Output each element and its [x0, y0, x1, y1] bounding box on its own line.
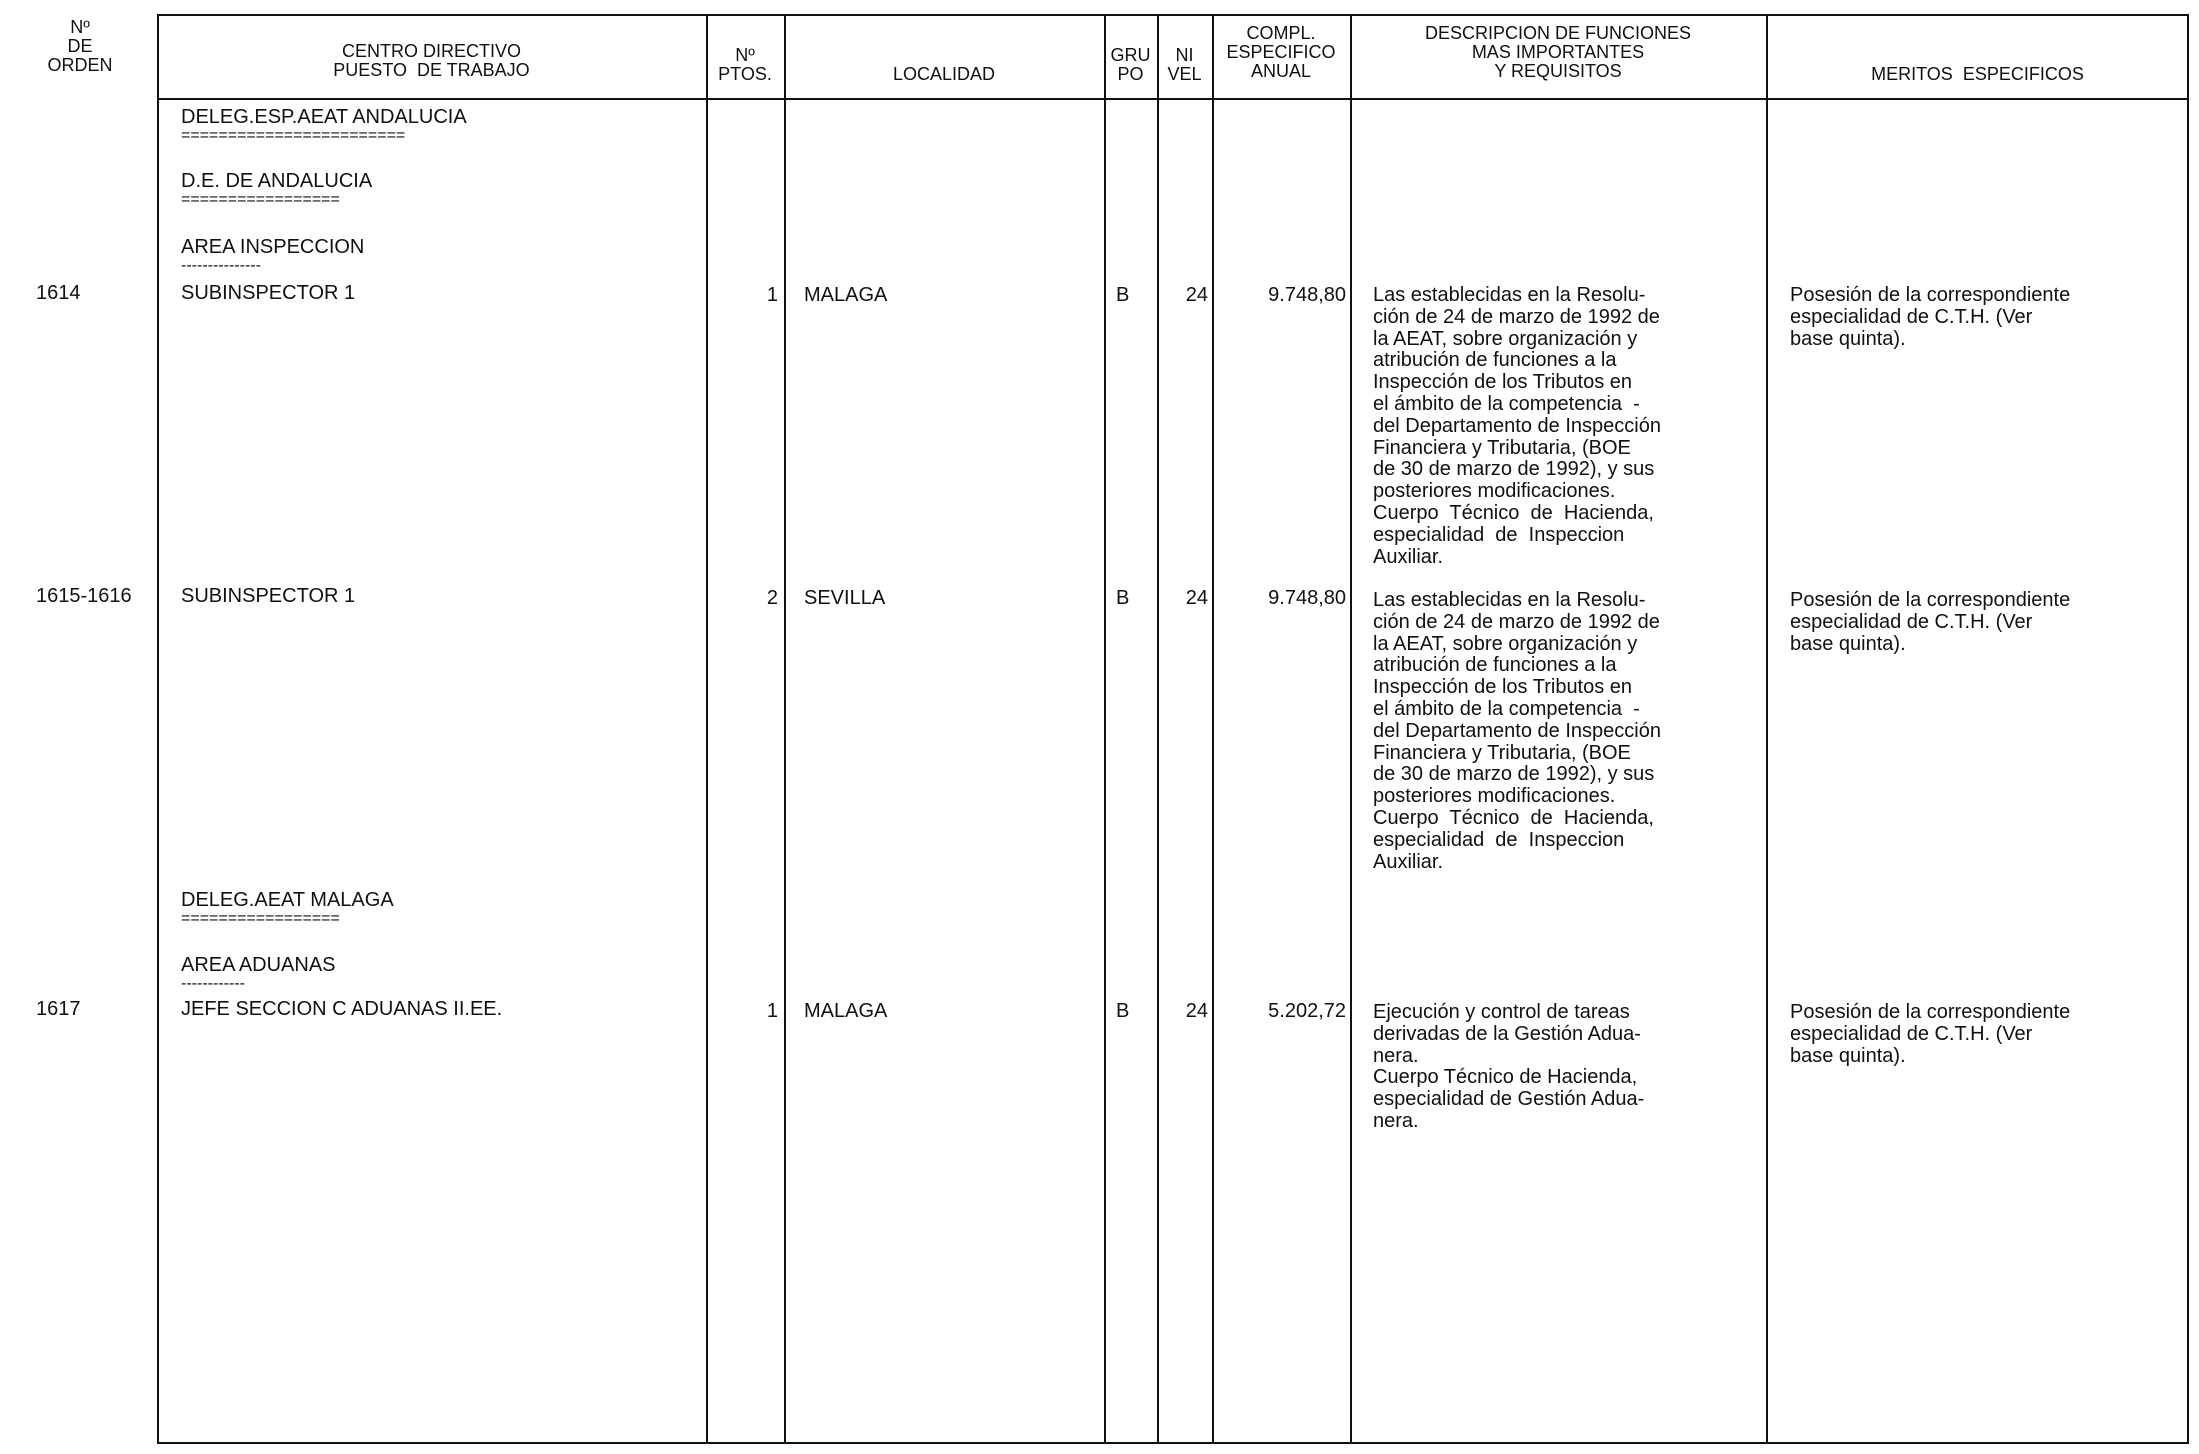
row-compl: 9.748,80 — [1268, 587, 1346, 609]
header-nivel: NI VEL — [1167, 45, 1202, 84]
row-ptos: 1 — [766, 284, 778, 306]
header-grupo: GRU PO — [1110, 45, 1151, 84]
row-descripcion: Las establecidas en la Resolu- ción de 24 de marzo de 1992 de la AEAT, sobre organización y atribución de funciones a la Inspección de los Tributos en el ámbito de la competencia - del Departamento de Inspección Financiera y Tributaria, (BOE de 30 de marzo de 1992), y sus posteriores modificaciones. Cuerpo Técnico de Hacienda, especialidad de Inspeccion Auxiliar. — [1373, 589, 1661, 873]
col-divider-compl — [1212, 14, 1214, 1444]
row-meritos: Posesión de la correspondiente especialidad de C.T.H. (Ver base quinta). — [1790, 1001, 2071, 1067]
section-underline: ================= — [181, 191, 340, 208]
row-meritos: Posesión de la correspondiente especialidad de C.T.H. (Ver base quinta). — [1790, 284, 2071, 350]
row-nivel: 24 — [1185, 587, 1208, 609]
row-nivel: 24 — [1185, 1000, 1208, 1022]
row-puesto: JEFE SECCION C ADUANAS II.EE. — [181, 998, 503, 1020]
row-orden: 1615-1616 — [36, 585, 132, 607]
header-localidad: LOCALIDAD — [892, 64, 996, 84]
col-divider-localidad — [784, 14, 786, 1444]
row-localidad: SEVILLA — [804, 587, 886, 609]
row-orden: 1617 — [36, 998, 81, 1020]
row-puesto: SUBINSPECTOR 1 — [181, 585, 356, 607]
section-heading-deleg-malaga: DELEG.AEAT MALAGA — [181, 889, 394, 911]
col-divider-ptos — [706, 14, 708, 1444]
row-puesto: SUBINSPECTOR 1 — [181, 282, 356, 304]
row-localidad: MALAGA — [804, 284, 888, 306]
row-descripcion: Ejecución y control de tareas derivadas de la Gestión Adua- nera. Cuerpo Técnico de Hacienda, especialidad de Gestión Adua- nera. — [1373, 1001, 1645, 1132]
section-heading-area-inspeccion: AREA INSPECCION — [181, 236, 365, 258]
row-grupo: B — [1116, 587, 1130, 609]
row-ptos: 1 — [766, 1000, 778, 1022]
col-divider-left — [157, 14, 159, 1444]
row-grupo: B — [1116, 284, 1130, 306]
section-heading-deleg-esp: DELEG.ESP.AEAT ANDALUCIA — [181, 106, 467, 128]
row-descripcion: Las establecidas en la Resolu- ción de 24 de marzo de 1992 de la AEAT, sobre organización y atribución de funciones a la Inspección de los Tributos en el ámbito de la competencia - del Departamento de Inspección Financiera y Tributaria, (BOE de 30 de marzo de 1992), y sus posteriores modificaciones. Cuerpo Técnico de Hacienda, especialidad de Inspeccion Auxiliar. — [1373, 284, 1661, 568]
section-heading-area-aduanas: AREA ADUANAS — [181, 954, 336, 976]
row-compl: 9.748,80 — [1268, 284, 1346, 306]
header-orden: Nº DE ORDEN — [47, 17, 113, 75]
header-ptos: Nº PTOS. — [718, 45, 772, 84]
col-divider-grupo — [1104, 14, 1106, 1444]
row-ptos: 2 — [766, 587, 778, 609]
header-meritos: MERITOS ESPECIFICOS — [1871, 64, 2084, 84]
table-frame — [157, 14, 2189, 1444]
col-divider-descripcion — [1350, 14, 1352, 1444]
row-grupo: B — [1116, 1000, 1130, 1022]
row-nivel: 24 — [1185, 284, 1208, 306]
header-compl-especifico: COMPL. ESPECIFICO ANUAL — [1226, 23, 1336, 81]
section-underline: ------------ — [181, 975, 245, 992]
section-underline: ================= — [181, 910, 340, 927]
row-localidad: MALAGA — [804, 1000, 888, 1022]
row-meritos: Posesión de la correspondiente especialidad de C.T.H. (Ver base quinta). — [1790, 589, 2071, 655]
section-underline: ======================== — [181, 127, 406, 144]
header-descripcion: DESCRIPCION DE FUNCIONES MAS IMPORTANTES Y REQUISITOS — [1424, 23, 1692, 81]
col-divider-meritos — [1766, 14, 1768, 1444]
col-divider-nivel — [1157, 14, 1159, 1444]
section-underline: --------------- — [181, 257, 261, 274]
row-compl: 5.202,72 — [1268, 1000, 1346, 1022]
row-orden: 1614 — [36, 282, 81, 304]
section-heading-de-andalucia: D.E. DE ANDALUCIA — [181, 170, 373, 192]
header-centro-directivo: CENTRO DIRECTIVO PUESTO DE TRABAJO — [333, 41, 530, 80]
header-divider — [157, 98, 2189, 100]
